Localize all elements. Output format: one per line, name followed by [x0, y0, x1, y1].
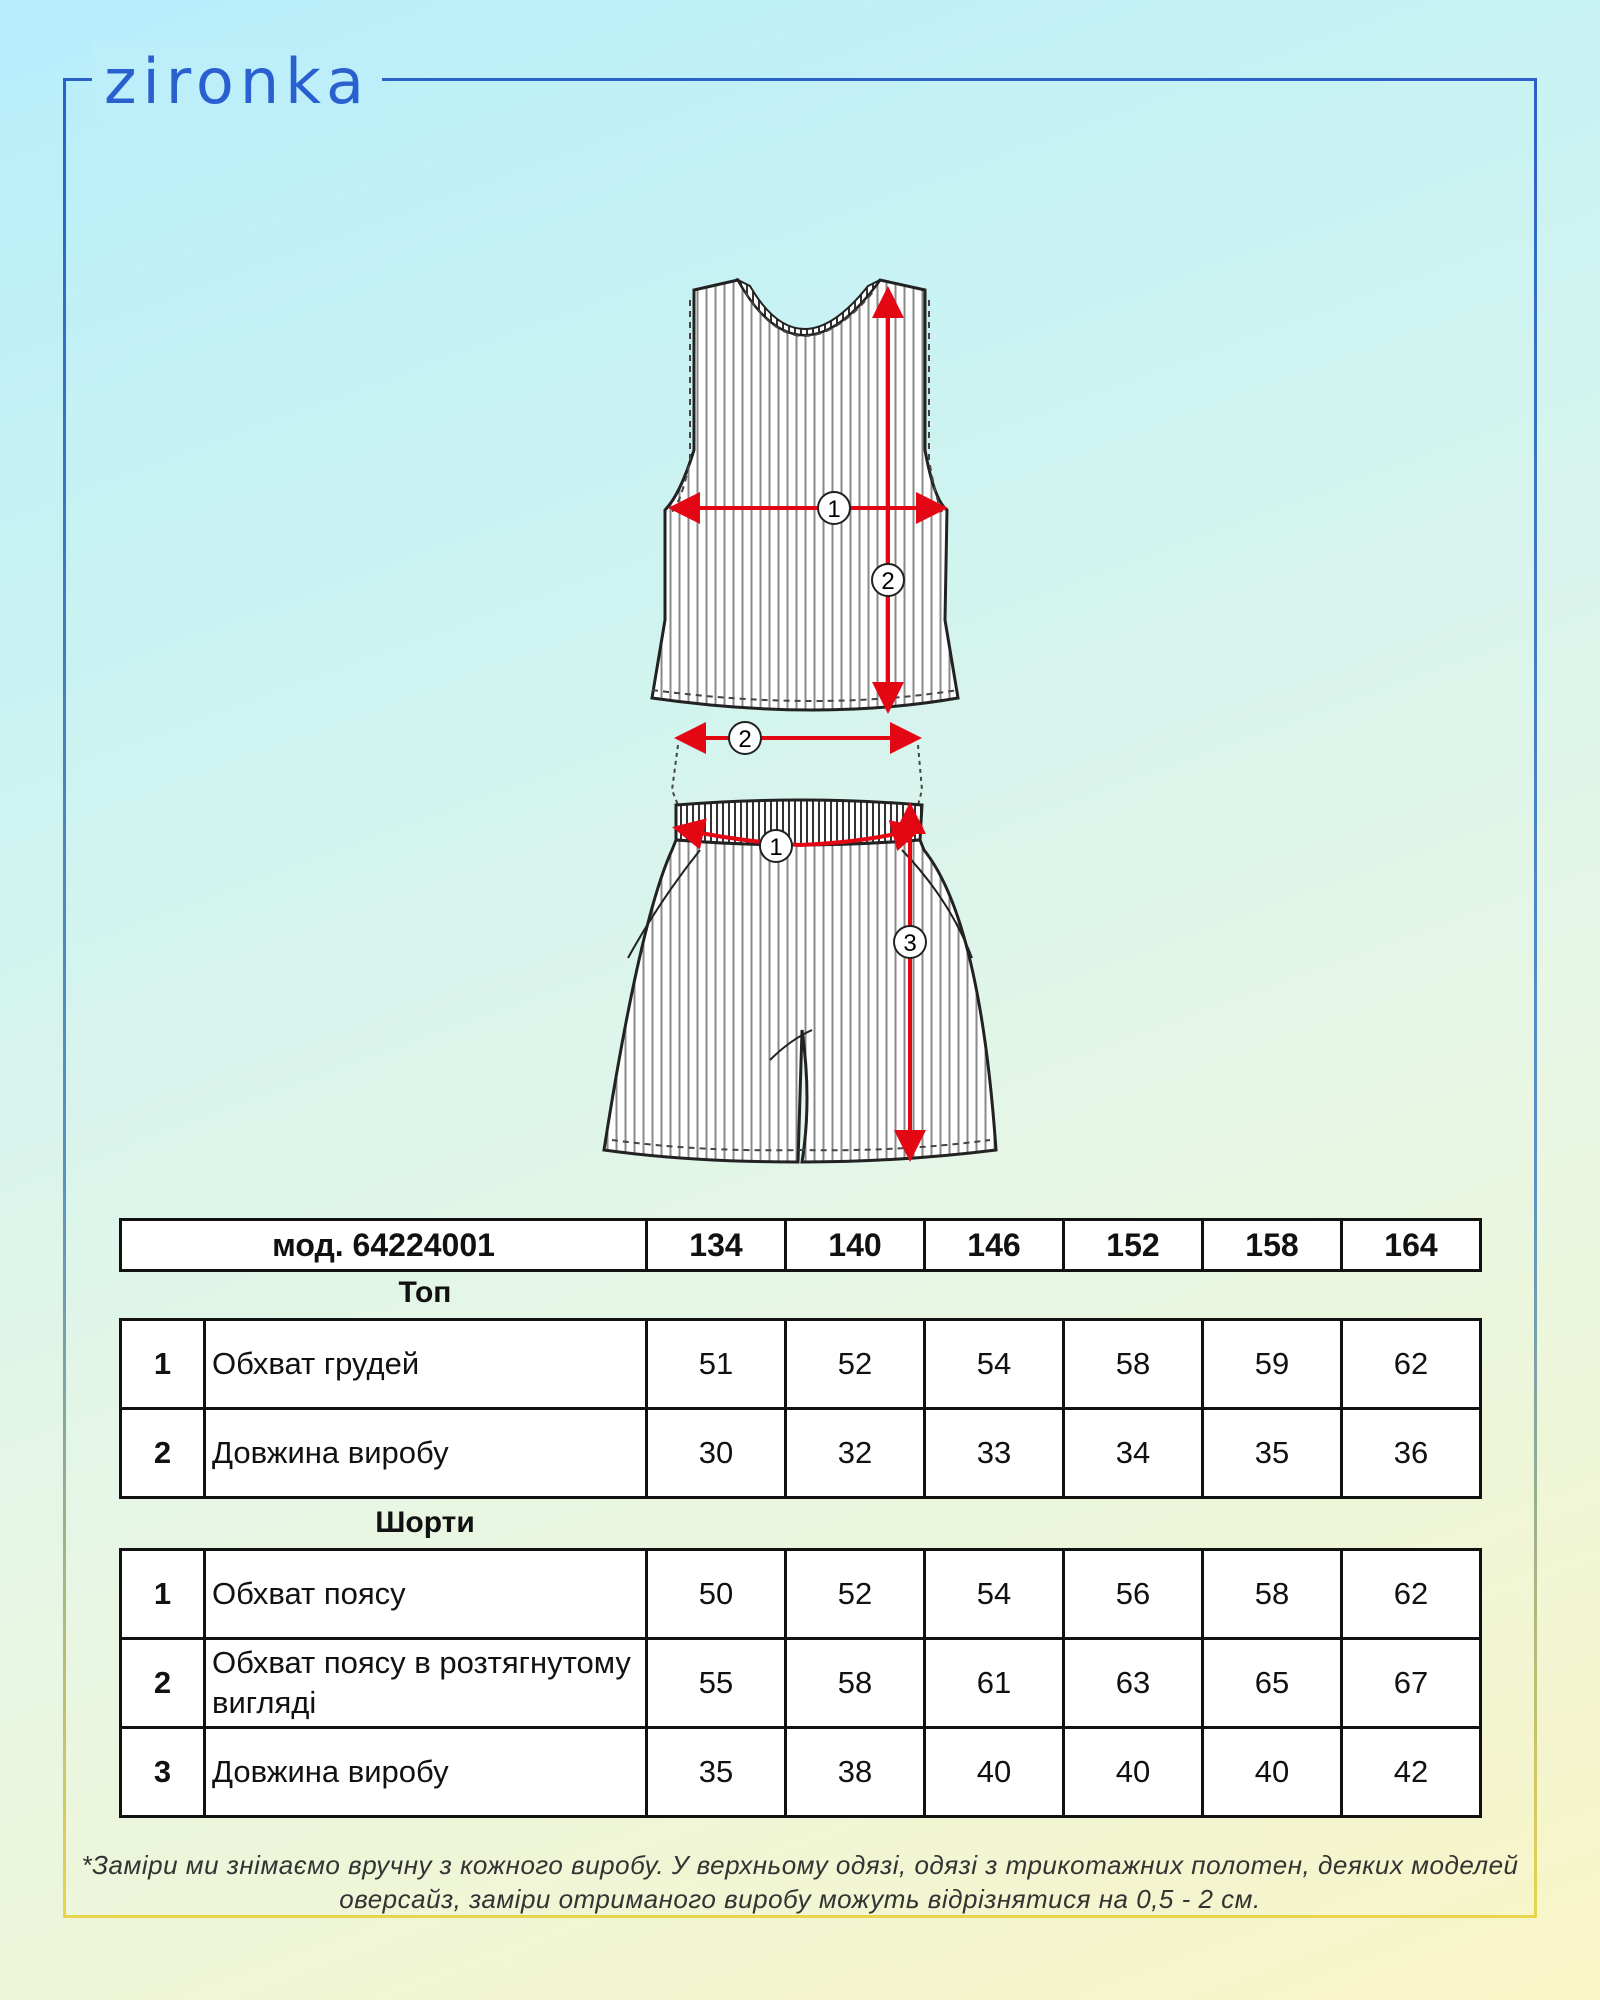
size-col: 146 — [925, 1220, 1064, 1271]
shorts-marker-length — [894, 926, 926, 958]
svg-text:2: 2 — [738, 726, 752, 753]
size-col: 152 — [1064, 1220, 1203, 1271]
cell-value: 52 — [786, 1320, 925, 1409]
row-number: 2 — [121, 1409, 205, 1498]
row-label: Довжина виробу — [205, 1728, 647, 1817]
row-number: 1 — [121, 1550, 205, 1639]
row-label: Обхват грудей — [205, 1320, 647, 1409]
cell-value: 38 — [786, 1728, 925, 1817]
cell-value: 59 — [1203, 1320, 1342, 1409]
size-col: 134 — [647, 1220, 786, 1271]
size-col: 158 — [1203, 1220, 1342, 1271]
cell-value: 65 — [1203, 1639, 1342, 1728]
table-row — [121, 1639, 1481, 1728]
table-row — [121, 1320, 1481, 1409]
cell-value: 62 — [1342, 1550, 1481, 1639]
cell-value: 33 — [925, 1409, 1064, 1498]
svg-text:1: 1 — [769, 834, 783, 861]
table-row — [121, 1409, 1481, 1498]
cell-value: 56 — [1064, 1550, 1203, 1639]
cell-value: 30 — [647, 1409, 786, 1498]
cell-value: 58 — [1203, 1550, 1342, 1639]
model-number: мод. 64224001 — [121, 1220, 647, 1271]
table-row — [121, 1550, 1481, 1639]
size-col: 140 — [786, 1220, 925, 1271]
tank-top-drawing — [652, 280, 958, 710]
cell-value: 35 — [1203, 1409, 1342, 1498]
stretched-waist-indicator — [672, 722, 922, 805]
shorts-drawing — [604, 800, 996, 1162]
cell-value: 40 — [1203, 1728, 1342, 1817]
header-row — [121, 1220, 1481, 1271]
section-title-shorts: Шорти — [375, 1506, 475, 1539]
cell-value: 54 — [925, 1550, 1064, 1639]
row-number: 3 — [121, 1728, 205, 1817]
size-col: 164 — [1342, 1220, 1481, 1271]
cell-value: 54 — [925, 1320, 1064, 1409]
cell-value: 36 — [1342, 1409, 1481, 1498]
row-label: Обхват поясу — [205, 1550, 647, 1639]
cell-value: 40 — [925, 1728, 1064, 1817]
row-number: 2 — [121, 1639, 205, 1728]
cell-value: 51 — [647, 1320, 786, 1409]
cell-value: 52 — [786, 1550, 925, 1639]
top-marker-chest — [818, 492, 850, 524]
cell-value: 63 — [1064, 1639, 1203, 1728]
cell-value: 35 — [647, 1728, 786, 1817]
row-label: Довжина виробу — [205, 1409, 647, 1498]
top-measurements-table — [119, 1318, 1482, 1499]
brand-logo: zironka — [92, 42, 382, 122]
cell-value: 58 — [1064, 1320, 1203, 1409]
cell-value: 42 — [1342, 1728, 1481, 1817]
row-label: Обхват поясу в розтягнутому вигляді — [205, 1639, 647, 1728]
cell-value: 55 — [647, 1639, 786, 1728]
cell-value: 62 — [1342, 1320, 1481, 1409]
cell-value: 58 — [786, 1639, 925, 1728]
cell-value: 40 — [1064, 1728, 1203, 1817]
size-header-table — [119, 1218, 1482, 1272]
section-title-top: Топ — [398, 1276, 452, 1309]
footnote: *Заміри ми знімаємо вручну з кожного виробу. У верхньому одязі, одязі з трикотажних полотен, деяких моделей оверсайз, заміри отриманого виробу можуть відрізнятися на 0,5 - 2 см. — [81, 1850, 1519, 1914]
cell-value: 50 — [647, 1550, 786, 1639]
cell-value: 61 — [925, 1639, 1064, 1728]
top-marker-length — [872, 564, 904, 596]
row-number: 1 — [121, 1320, 205, 1409]
svg-text:2: 2 — [881, 568, 895, 595]
shorts-measurements-table — [119, 1548, 1482, 1818]
svg-text:3: 3 — [903, 930, 917, 957]
shorts-marker-waist — [760, 830, 792, 862]
cell-value: 32 — [786, 1409, 925, 1498]
svg-text:1: 1 — [827, 496, 841, 523]
cell-value: 34 — [1064, 1409, 1203, 1498]
table-row — [121, 1728, 1481, 1817]
cell-value: 67 — [1342, 1639, 1481, 1728]
